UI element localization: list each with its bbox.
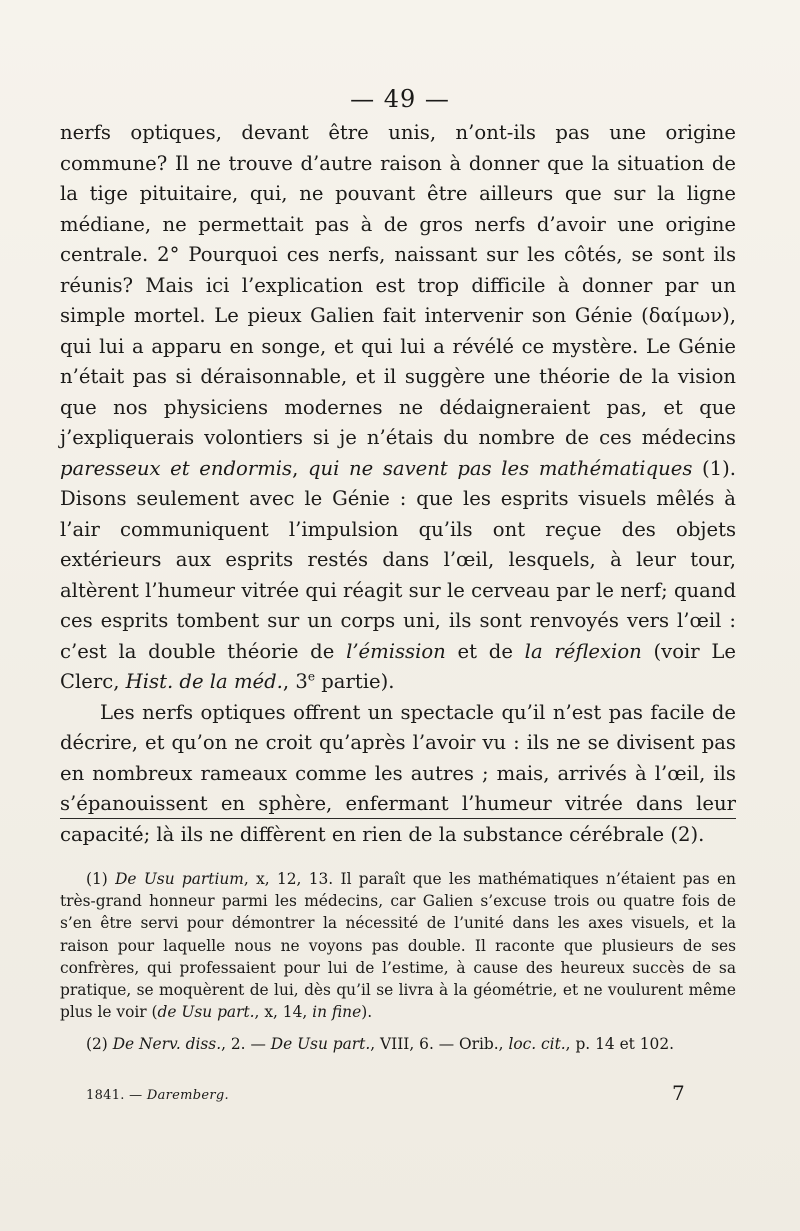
footnote-text: , p. 14 et 102. xyxy=(565,1035,675,1054)
footnote-2 xyxy=(60,1033,736,1055)
text-segment: (1). Disons seulement avec le Génie : que les esprits visuels mêlés à l’air communiquent l’impulsion qu’ils ont reçue des objets extérieurs aux esprits restés dans l’œil, lesquels, à leur tour, altèrent l’humeur vitrée qui réagit sur le cerveau par le nerf; quand ces esprits tombent sur un corps uni, ils sont renvoyés vers l’œil : c’est la double théorie de xyxy=(60,456,736,663)
footnote-text: ). xyxy=(361,1003,373,1022)
footnote-text: , x, 12, 13. Il paraît que les mathématiques n’étaient pas en très-grand honneur parmi les médecins, car Galien s’excuse trois ou quatre fois de s’en être servi pour démontrer la nécessité de l’unité dans les axes visuels, et la raison pour laquelle nous ne voyons pas double. Il raconte que plusieurs de ses confrères, qui professaient pour lui de l’estime, à cause des heureux succès de sa pratique, se moquèrent de lui, dès qu’il se livra à la géométrie, et ne voulurent même plus le voir ( xyxy=(60,870,736,1022)
paragraph-2: Les nerfs optiques offrent un spectacle qu’il n’est pas facile de décrire, et qu’on ne croit qu’après l’avoir vu : ils ne se divisent pas en nombreux rameaux comme les autres ; mais, arrivés à l’œil, ils s’épanouissent en sphère, enfermant l’humeur vitrée dans leur capacité; là ils ne diffèrent en rien de la substance cérébrale (2). xyxy=(60,700,736,846)
superscript: e xyxy=(307,669,316,684)
citation: De Usu partium xyxy=(115,870,244,888)
footnote-marker: (1) xyxy=(86,870,116,888)
italic-phrase: qui ne savent pas les mathématiques xyxy=(307,456,693,480)
italic-phrase: la réflexion xyxy=(524,639,642,663)
citation: loc. cit. xyxy=(508,1035,566,1054)
paragraph-1-text: nerfs optiques, devant être unis, n’ont-ils pas une origine commune? Il ne trouve d’autre raison à donner que la situation de la tige pituitaire, qui, ne pouvant être ailleurs que sur la ligne médiane, ne permettait pas à de gros nerfs d’avoir une origine centrale. 2° Pourquoi ces nerfs, naissant sur les côtés, se sont ils réunis? Mais ici l’explication est trop difficile à donner par un simple mortel. Le pieux Galien fait intervenir son Génie (δαίμων), qui lui a apparu en songe, et qui lui a révélé ce mystère. Le Génie n’était pas si déraisonnable, et il suggère une théorie de la vision que nos physiciens modernes ne dédaigneraient pas, et que j’expliquerais volontiers si je n’étais du nombre de ces médecins xyxy=(60,121,736,449)
citation: in fine xyxy=(312,1003,362,1022)
text-segment: partie). xyxy=(315,670,395,693)
text-segment: , xyxy=(292,456,308,480)
footnote-divider xyxy=(60,818,736,819)
footnotes xyxy=(60,868,736,1056)
paragraph-1 xyxy=(60,118,736,698)
footnote-1 xyxy=(60,868,736,1023)
italic-phrase: paresseux et endormis xyxy=(60,456,293,480)
text-segment: (voir Le Clerc, xyxy=(60,639,736,693)
text-segment: et de xyxy=(445,639,525,663)
printer-signature xyxy=(86,1088,229,1103)
footnote-text: , 2. — xyxy=(221,1035,271,1054)
page-number: — 49 — xyxy=(350,85,450,113)
footnote-text: , x, 14, xyxy=(254,1003,313,1022)
citation: De Usu part. xyxy=(270,1035,371,1054)
text-segment: , 3 xyxy=(282,670,308,693)
signature-author: Daremberg. xyxy=(146,1088,229,1103)
citation: de Usu part. xyxy=(157,1003,255,1022)
footnote-marker: (2) xyxy=(86,1035,113,1054)
signature-year: 1841. — xyxy=(86,1088,143,1103)
citation: De Nerv. diss. xyxy=(112,1035,222,1054)
signature-mark: 7 xyxy=(672,1081,685,1105)
italic-phrase: l’émission xyxy=(346,639,446,663)
footnote-text: , VIII, 6. — Orib., xyxy=(370,1035,509,1054)
main-text xyxy=(60,118,736,850)
citation: Hist. de la méd. xyxy=(125,670,283,693)
